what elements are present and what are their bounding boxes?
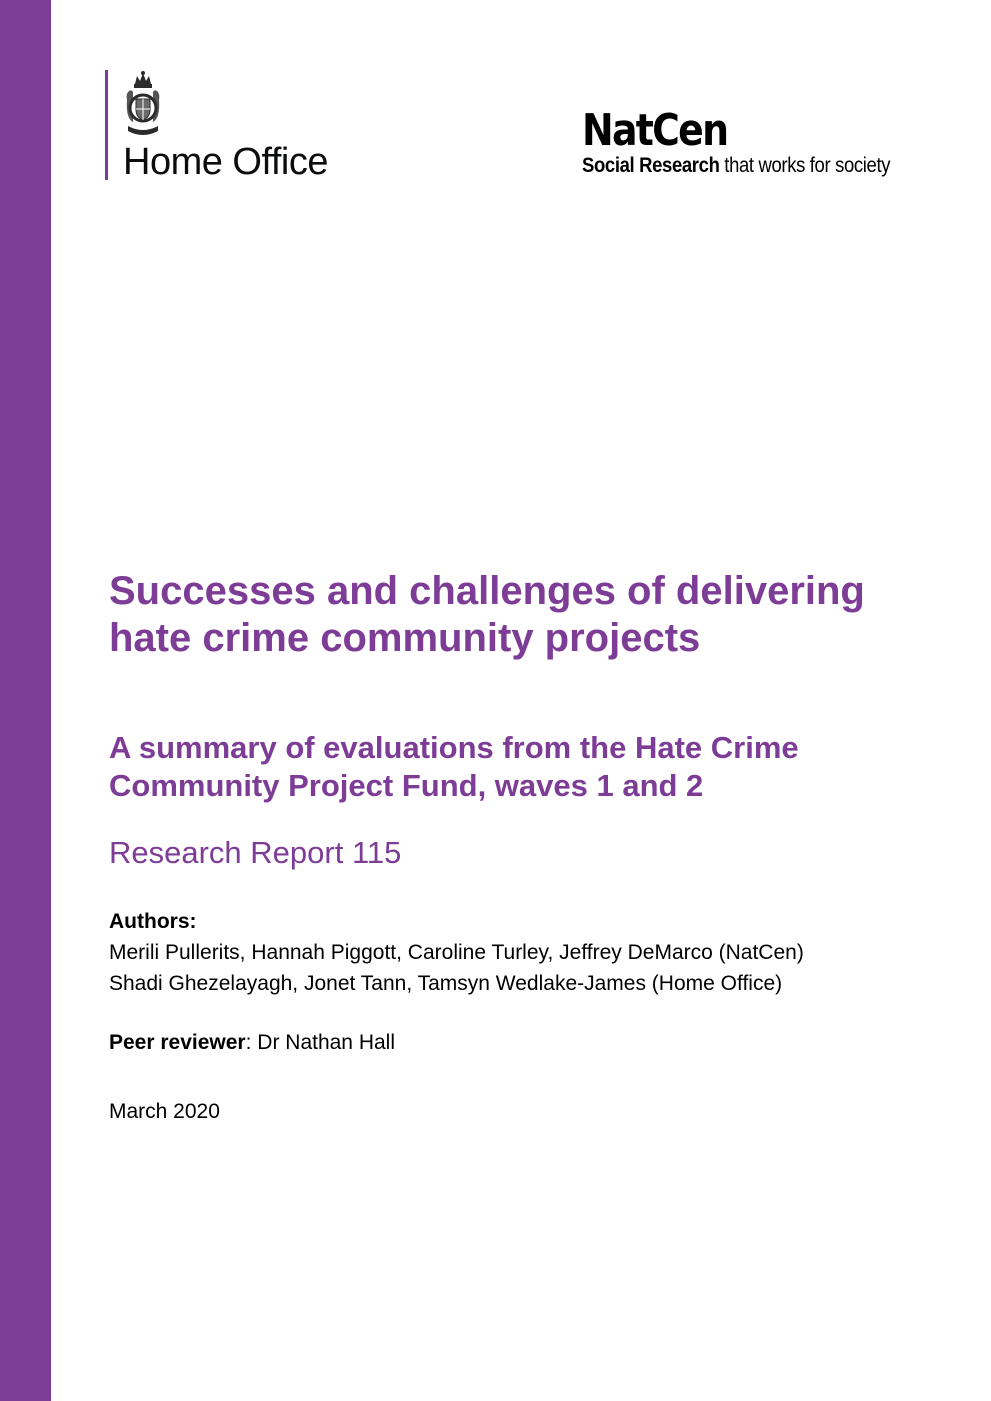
authors-heading: Authors: bbox=[109, 910, 197, 933]
home-office-name: Home Office bbox=[123, 141, 328, 183]
report-series-number: Research Report 115 bbox=[109, 835, 402, 870]
side-color-band bbox=[0, 0, 51, 1401]
publication-date: March 2020 bbox=[109, 1100, 220, 1123]
report-subtitle: A summary of evaluations from the Hate Crime Community Project Fund, waves 1 and 2 bbox=[109, 730, 799, 803]
home-office-logo-rule bbox=[105, 70, 108, 180]
peer-reviewer-label: Peer reviewer bbox=[109, 1031, 246, 1054]
report-title: Successes and challenges of delivering hate crime community projects bbox=[109, 569, 865, 660]
peer-reviewer bbox=[109, 1030, 395, 1056]
royal-coat-of-arms-icon bbox=[123, 70, 163, 140]
authors-home-office: Shadi Ghezelayagh, Jonet Tann, Tamsyn Wedlake-James (Home Office) bbox=[109, 972, 783, 995]
peer-reviewer-separator: : bbox=[245, 1031, 258, 1054]
peer-reviewer-name: Dr Nathan Hall bbox=[257, 1031, 396, 1054]
natcen-tagline-rest: that works for society bbox=[719, 154, 891, 177]
natcen-tagline bbox=[582, 154, 890, 178]
natcen-logo bbox=[582, 105, 942, 188]
home-office-logo bbox=[105, 70, 365, 182]
authors-natcen: Merili Pullerits, Hannah Piggott, Caroline Turley, Jeffrey DeMarco (NatCen) bbox=[109, 941, 804, 964]
natcen-name: NatCen bbox=[582, 105, 728, 156]
natcen-tagline-bold: Social Research bbox=[582, 154, 720, 177]
